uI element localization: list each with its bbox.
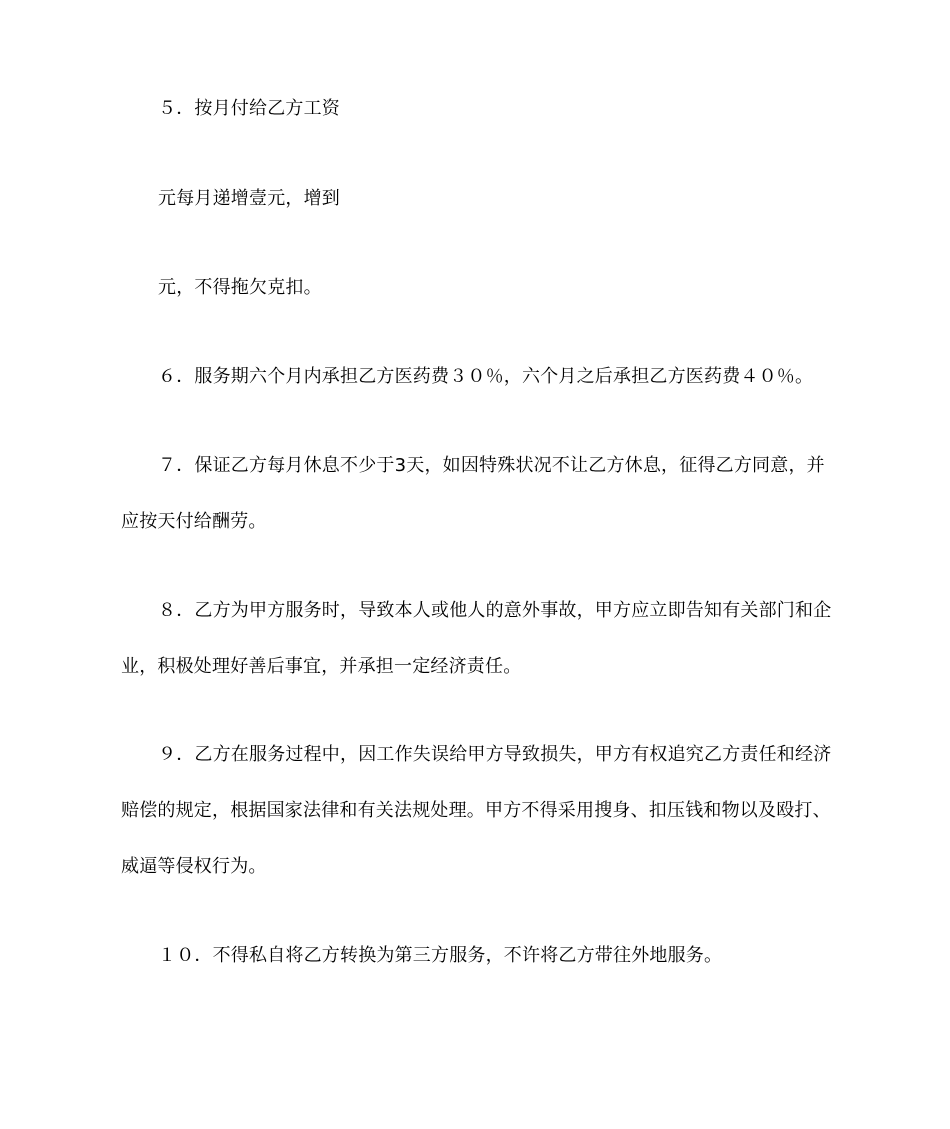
clause-8-line-2: 业，积极处理好善后事宜，并承担一定经济责任。	[121, 656, 522, 677]
clause-5-line-1: ５．按月付给乙方工资	[158, 98, 340, 119]
clause-8-line-1: ８．乙方为甲方服务时，导致本人或他人的意外事故，甲方应立即告知有关部门和企	[158, 600, 832, 621]
clause-6-line-1: ６．服务期六个月内承担乙方医药费３０％，六个月之后承担乙方医药费４０％。	[158, 366, 814, 387]
clause-9-line-1: ９．乙方在服务过程中，因工作失误给甲方导致损失，甲方有权追究乙方责任和经济	[158, 744, 832, 765]
clause-7-line-2: 应按天付给酬劳。	[121, 511, 267, 532]
clause-9-line-3: 威逼等侵权行为。	[121, 856, 267, 877]
clause-9-line-2: 赔偿的规定，根据国家法律和有关法规处理。甲方不得采用搜身、扣压钱和物以及殴打、	[121, 800, 831, 821]
clause-5-line-3: 元，不得拖欠克扣。	[158, 277, 322, 298]
clause-7-line-1: ７．保证乙方每月休息不少于3天，如因特殊状况不让乙方休息，征得乙方同意，并	[158, 455, 825, 476]
clause-5-line-2: 元每月递增壹元，增到	[158, 188, 340, 209]
clause-10-line-1: １０．不得私自将乙方转换为第三方服务，不许将乙方带往外地服务。	[158, 945, 723, 966]
